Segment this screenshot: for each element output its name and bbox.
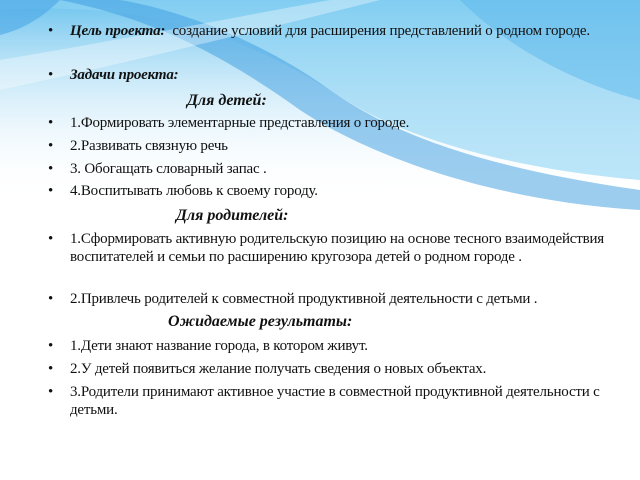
item-text: 1.Сформировать активную родительскую позицию на основе тесного взаимодействия воспитателей и семьи по расширению кругозора детей о родном городе .	[70, 231, 604, 265]
item-text: 1.Формировать элементарные представления о городе.	[70, 115, 410, 131]
bullet: •	[48, 338, 54, 354]
tasks-label: Задачи проекта:	[70, 67, 179, 83]
list-item	[48, 114, 608, 132]
list-item	[48, 182, 608, 200]
item-text: 4.Воспитывать любовь к своему городу.	[70, 183, 318, 199]
bullet: •	[48, 161, 54, 177]
goal-item	[48, 22, 608, 40]
goal-text: создание условий для расширения представлений о родном городе.	[172, 23, 590, 39]
bullet: •	[48, 183, 54, 199]
goal-label: Цель проекта:	[70, 23, 166, 39]
parents-heading: Для родителей:	[176, 207, 289, 224]
bullet: •	[48, 23, 54, 39]
bullet: •	[48, 384, 54, 400]
bullet: •	[48, 361, 54, 377]
list-item	[48, 160, 608, 178]
item-text: 1.Дети знают название города, в котором живут.	[70, 338, 368, 354]
bullet: •	[48, 67, 54, 83]
list-item	[48, 360, 608, 378]
item-text: 3. Обогащать словарный запас .	[70, 161, 267, 177]
item-text: 3.Родители принимают активное участие в совместной продуктивной деятельности с детьми.	[70, 384, 600, 418]
item-text: 2.Привлечь родителей к совместной продуктивной деятельности с детьми .	[70, 291, 538, 307]
list-item	[48, 383, 608, 419]
tasks-item	[48, 66, 608, 84]
list-item	[48, 337, 608, 355]
results-heading: Ожидаемые результаты:	[168, 313, 353, 330]
list-item	[48, 137, 608, 155]
item-text: 2.У детей появиться желание получать сведения о новых объектах.	[70, 361, 487, 377]
item-text: 2.Развивать связную речь	[70, 138, 228, 154]
list-item	[48, 290, 608, 308]
list-item	[48, 230, 608, 266]
bullet: •	[48, 115, 54, 131]
bullet: •	[48, 231, 54, 247]
bullet: •	[48, 138, 54, 154]
children-heading: Для детей:	[187, 92, 267, 109]
bullet: •	[48, 291, 54, 307]
